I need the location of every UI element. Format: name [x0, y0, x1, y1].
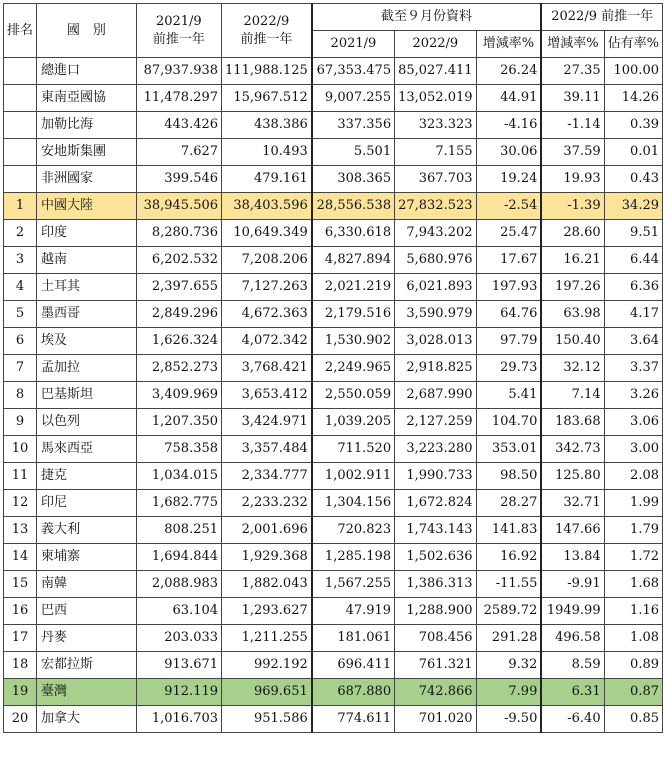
row-2021-trailing: 1,016.703 [136, 706, 221, 733]
row-2022-trailing: 438.386 [222, 112, 312, 139]
row-ytd-2022: 13,052.019 [395, 85, 476, 112]
row-country: 印尼 [37, 490, 137, 517]
table-row [4, 328, 663, 355]
table-header [4, 4, 663, 58]
row-ytd-change: 28.27 [476, 490, 541, 517]
row-2022-trailing: 10.493 [222, 139, 312, 166]
row-ytd-change: 17.67 [476, 247, 541, 274]
row-trailing-change: 150.40 [541, 328, 604, 355]
row-ytd-2021: 1,304.156 [312, 490, 395, 517]
row-country: 中國大陸 [37, 193, 137, 220]
row-2022-trailing: 3,768.421 [222, 355, 312, 382]
row-country: 義大利 [37, 517, 137, 544]
row-trailing-share: 3.37 [604, 355, 662, 382]
row-ytd-2021: 5.501 [312, 139, 395, 166]
row-2021-trailing: 399.546 [136, 166, 221, 193]
row-ytd-change: -11.55 [476, 571, 541, 598]
row-ytd-2021: 2,021.219 [312, 274, 395, 301]
row-rank: 16 [4, 598, 37, 625]
row-ytd-2022: 3,223.280 [395, 436, 476, 463]
row-ytd-change: 25.47 [476, 220, 541, 247]
row-ytd-2022: 7.155 [395, 139, 476, 166]
row-trailing-share: 100.00 [604, 58, 662, 85]
row-ytd-change: 29.73 [476, 355, 541, 382]
row-ytd-2021: 1,530.902 [312, 328, 395, 355]
header-col1-line1: 2021/9 [155, 13, 202, 29]
table-row [4, 112, 663, 139]
row-country: 越南 [37, 247, 137, 274]
row-ytd-change: 291.28 [476, 625, 541, 652]
row-ytd-2021: 696.411 [312, 652, 395, 679]
row-2021-trailing: 3,409.969 [136, 382, 221, 409]
row-rank: 14 [4, 544, 37, 571]
row-rank: 9 [4, 409, 37, 436]
row-2021-trailing: 38,945.506 [136, 193, 221, 220]
row-trailing-share: 9.51 [604, 220, 662, 247]
row-trailing-change: 13.84 [541, 544, 604, 571]
row-ytd-2021: 47.919 [312, 598, 395, 625]
row-2022-trailing: 969.651 [222, 679, 312, 706]
row-ytd-2022: 1,502.636 [395, 544, 476, 571]
row-2021-trailing: 443.426 [136, 112, 221, 139]
table-row [4, 571, 663, 598]
row-ytd-change: 64.76 [476, 301, 541, 328]
table-row [4, 139, 663, 166]
table-row [4, 652, 663, 679]
row-trailing-share: 4.17 [604, 301, 662, 328]
row-ytd-2021: 67,353.475 [312, 58, 395, 85]
row-ytd-change: -2.54 [476, 193, 541, 220]
row-country: 捷克 [37, 463, 137, 490]
row-2022-trailing: 2,334.777 [222, 463, 312, 490]
row-rank [4, 139, 37, 166]
row-ytd-2021: 1,002.911 [312, 463, 395, 490]
row-rank: 10 [4, 436, 37, 463]
import-statistics-table [3, 3, 663, 733]
row-trailing-change: -1.14 [541, 112, 604, 139]
row-trailing-share: 1.72 [604, 544, 662, 571]
row-ytd-2022: 5,680.976 [395, 247, 476, 274]
table-row [4, 490, 663, 517]
row-rank: 7 [4, 355, 37, 382]
row-trailing-share: 1.68 [604, 571, 662, 598]
row-rank [4, 58, 37, 85]
row-trailing-share: 0.43 [604, 166, 662, 193]
row-trailing-change: -1.39 [541, 193, 604, 220]
table-row [4, 301, 663, 328]
row-trailing-share: 0.85 [604, 706, 662, 733]
row-2022-trailing: 2,233.232 [222, 490, 312, 517]
row-2021-trailing: 913.671 [136, 652, 221, 679]
row-2022-trailing: 951.586 [222, 706, 312, 733]
header-col1 [136, 4, 221, 58]
header-ytd-group: 截至９月份資料 [312, 4, 542, 31]
row-2022-trailing: 7,127.263 [222, 274, 312, 301]
row-ytd-2022: 2,127.259 [395, 409, 476, 436]
row-2022-trailing: 4,072.342 [222, 328, 312, 355]
row-country: 以色列 [37, 409, 137, 436]
row-rank: 8 [4, 382, 37, 409]
row-trailing-change: 27.35 [541, 58, 604, 85]
row-2021-trailing: 808.251 [136, 517, 221, 544]
header-ytd-change: 增減率% [476, 31, 541, 58]
row-2022-trailing: 111,988.125 [222, 58, 312, 85]
row-ytd-2021: 774.611 [312, 706, 395, 733]
header-ytd-2022: 2022/9 [395, 31, 476, 58]
row-ytd-2022: 367.703 [395, 166, 476, 193]
row-trailing-share: 0.87 [604, 679, 662, 706]
row-trailing-share: 1.79 [604, 517, 662, 544]
row-2021-trailing: 8,280.736 [136, 220, 221, 247]
row-trailing-share: 6.44 [604, 247, 662, 274]
row-ytd-2022: 701.020 [395, 706, 476, 733]
header-col1-line2: 前推一年 [152, 31, 205, 47]
row-trailing-change: 32.71 [541, 490, 604, 517]
row-ytd-change: 44.91 [476, 85, 541, 112]
table-row [4, 409, 663, 436]
row-trailing-change: 19.93 [541, 166, 604, 193]
row-trailing-change: 37.59 [541, 139, 604, 166]
header-ytd-2021: 2021/9 [312, 31, 395, 58]
row-2021-trailing: 7.627 [136, 139, 221, 166]
row-2022-trailing: 1,882.043 [222, 571, 312, 598]
row-trailing-share: 3.26 [604, 382, 662, 409]
table-row [4, 544, 663, 571]
row-trailing-share: 1.08 [604, 625, 662, 652]
row-trailing-share: 34.29 [604, 193, 662, 220]
row-ytd-2022: 742.866 [395, 679, 476, 706]
row-rank: 4 [4, 274, 37, 301]
row-trailing-change: 39.11 [541, 85, 604, 112]
row-country: 巴西 [37, 598, 137, 625]
row-trailing-change: 28.60 [541, 220, 604, 247]
row-trailing-change: 183.68 [541, 409, 604, 436]
row-ytd-change: 16.92 [476, 544, 541, 571]
row-2022-trailing: 38,403.596 [222, 193, 312, 220]
row-trailing-change: -9.91 [541, 571, 604, 598]
table-body [4, 58, 663, 733]
header-trailing-share: 佔有率% [604, 31, 662, 58]
row-rank: 3 [4, 247, 37, 274]
row-2021-trailing: 203.033 [136, 625, 221, 652]
table-row [4, 463, 663, 490]
row-trailing-change: 6.31 [541, 679, 604, 706]
row-trailing-change: -6.40 [541, 706, 604, 733]
row-2022-trailing: 10,649.349 [222, 220, 312, 247]
row-ytd-change: 104.70 [476, 409, 541, 436]
row-trailing-change: 8.59 [541, 652, 604, 679]
row-ytd-2022: 7,943.202 [395, 220, 476, 247]
header-col2-line2: 前推一年 [240, 31, 293, 47]
row-trailing-share: 3.06 [604, 409, 662, 436]
row-ytd-2022: 3,590.979 [395, 301, 476, 328]
row-rank: 11 [4, 463, 37, 490]
row-rank: 19 [4, 679, 37, 706]
row-2021-trailing: 87,937.938 [136, 58, 221, 85]
row-trailing-share: 1.99 [604, 490, 662, 517]
row-country: 埃及 [37, 328, 137, 355]
row-ytd-2021: 1,285.198 [312, 544, 395, 571]
row-ytd-2021: 711.520 [312, 436, 395, 463]
header-col2 [222, 4, 312, 58]
row-ytd-2022: 2,687.990 [395, 382, 476, 409]
table-row [4, 166, 663, 193]
row-ytd-change: 5.41 [476, 382, 541, 409]
row-rank [4, 166, 37, 193]
table-row [4, 706, 663, 733]
row-country: 丹麥 [37, 625, 137, 652]
row-2021-trailing: 2,088.983 [136, 571, 221, 598]
row-ytd-2021: 181.061 [312, 625, 395, 652]
row-2021-trailing: 63.104 [136, 598, 221, 625]
row-trailing-change: 32.12 [541, 355, 604, 382]
row-ytd-2022: 1,672.824 [395, 490, 476, 517]
row-country: 南韓 [37, 571, 137, 598]
row-ytd-2022: 1,288.900 [395, 598, 476, 625]
row-country: 土耳其 [37, 274, 137, 301]
row-trailing-share: 6.36 [604, 274, 662, 301]
row-ytd-change: 2589.72 [476, 598, 541, 625]
row-country: 宏都拉斯 [37, 652, 137, 679]
row-ytd-2021: 4,827.894 [312, 247, 395, 274]
row-ytd-change: 9.32 [476, 652, 541, 679]
header-trailing-change: 增減率% [541, 31, 604, 58]
row-ytd-2021: 2,249.965 [312, 355, 395, 382]
row-2021-trailing: 1,682.775 [136, 490, 221, 517]
row-2022-trailing: 2,001.696 [222, 517, 312, 544]
row-ytd-2021: 28,556.538 [312, 193, 395, 220]
row-trailing-share: 3.64 [604, 328, 662, 355]
row-ytd-2021: 2,550.059 [312, 382, 395, 409]
header-country: 國 別 [37, 4, 137, 58]
row-country: 馬來西亞 [37, 436, 137, 463]
row-ytd-change: 197.93 [476, 274, 541, 301]
row-2021-trailing: 1,694.844 [136, 544, 221, 571]
row-ytd-change: 7.99 [476, 679, 541, 706]
row-ytd-2021: 9,007.255 [312, 85, 395, 112]
row-ytd-2021: 2,179.516 [312, 301, 395, 328]
row-ytd-change: -9.50 [476, 706, 541, 733]
row-ytd-2021: 1,039.205 [312, 409, 395, 436]
row-2022-trailing: 992.192 [222, 652, 312, 679]
row-trailing-share: 0.89 [604, 652, 662, 679]
row-ytd-change: 97.79 [476, 328, 541, 355]
row-2022-trailing: 1,929.368 [222, 544, 312, 571]
row-trailing-share: 3.00 [604, 436, 662, 463]
row-country: 總進口 [37, 58, 137, 85]
row-country: 臺灣 [37, 679, 137, 706]
row-2021-trailing: 912.119 [136, 679, 221, 706]
table-row [4, 679, 663, 706]
row-country: 柬埔寨 [37, 544, 137, 571]
row-rank: 18 [4, 652, 37, 679]
row-trailing-share: 2.08 [604, 463, 662, 490]
row-trailing-share: 0.39 [604, 112, 662, 139]
row-2021-trailing: 1,626.324 [136, 328, 221, 355]
row-2022-trailing: 7,208.206 [222, 247, 312, 274]
row-2021-trailing: 758.358 [136, 436, 221, 463]
row-country: 加拿大 [37, 706, 137, 733]
row-2022-trailing: 3,424.971 [222, 409, 312, 436]
row-ytd-change: 30.06 [476, 139, 541, 166]
row-2021-trailing: 2,849.296 [136, 301, 221, 328]
row-ytd-change: 98.50 [476, 463, 541, 490]
row-trailing-share: 14.26 [604, 85, 662, 112]
header-col2-line1: 2022/9 [243, 13, 290, 29]
row-ytd-change: 141.83 [476, 517, 541, 544]
table-row [4, 220, 663, 247]
row-2021-trailing: 1,207.350 [136, 409, 221, 436]
row-ytd-2021: 6,330.618 [312, 220, 395, 247]
row-country: 加勒比海 [37, 112, 137, 139]
table-row [4, 355, 663, 382]
table-row [4, 517, 663, 544]
row-ytd-change: 353.01 [476, 436, 541, 463]
row-trailing-share: 1.16 [604, 598, 662, 625]
row-2021-trailing: 2,397.655 [136, 274, 221, 301]
row-rank: 12 [4, 490, 37, 517]
header-trailing-group: 2022/9 前推一年 [541, 4, 662, 31]
row-ytd-2022: 1,990.733 [395, 463, 476, 490]
row-ytd-2022: 708.456 [395, 625, 476, 652]
row-ytd-change: -4.16 [476, 112, 541, 139]
table-row [4, 598, 663, 625]
row-country: 孟加拉 [37, 355, 137, 382]
row-rank [4, 85, 37, 112]
row-rank: 5 [4, 301, 37, 328]
row-ytd-2022: 85,027.411 [395, 58, 476, 85]
row-ytd-2022: 6,021.893 [395, 274, 476, 301]
row-2021-trailing: 11,478.297 [136, 85, 221, 112]
row-country: 巴基斯坦 [37, 382, 137, 409]
row-country: 墨西哥 [37, 301, 137, 328]
header-rank: 排名 [4, 4, 37, 58]
row-2022-trailing: 3,653.412 [222, 382, 312, 409]
row-rank: 17 [4, 625, 37, 652]
row-2022-trailing: 3,357.484 [222, 436, 312, 463]
row-ytd-2022: 3,028.013 [395, 328, 476, 355]
row-2022-trailing: 1,293.627 [222, 598, 312, 625]
row-trailing-change: 147.66 [541, 517, 604, 544]
table-row [4, 58, 663, 85]
table-row [4, 193, 663, 220]
row-trailing-change: 496.58 [541, 625, 604, 652]
row-ytd-2022: 2,918.825 [395, 355, 476, 382]
row-ytd-change: 19.24 [476, 166, 541, 193]
row-rank: 2 [4, 220, 37, 247]
row-trailing-change: 7.14 [541, 382, 604, 409]
row-trailing-change: 342.73 [541, 436, 604, 463]
row-rank: 20 [4, 706, 37, 733]
row-trailing-change: 63.98 [541, 301, 604, 328]
row-2022-trailing: 1,211.255 [222, 625, 312, 652]
row-ytd-2022: 323.323 [395, 112, 476, 139]
row-country: 非洲國家 [37, 166, 137, 193]
row-trailing-share: 0.01 [604, 139, 662, 166]
table-row [4, 247, 663, 274]
table-row [4, 625, 663, 652]
row-ytd-change: 26.24 [476, 58, 541, 85]
row-rank: 15 [4, 571, 37, 598]
row-country: 安地斯集團 [37, 139, 137, 166]
row-ytd-2022: 27,832.523 [395, 193, 476, 220]
row-trailing-change: 16.21 [541, 247, 604, 274]
row-2021-trailing: 6,202.532 [136, 247, 221, 274]
row-ytd-2021: 337.356 [312, 112, 395, 139]
row-2022-trailing: 15,967.512 [222, 85, 312, 112]
import-table-container [3, 3, 663, 733]
row-rank: 13 [4, 517, 37, 544]
row-ytd-2021: 687.880 [312, 679, 395, 706]
row-2022-trailing: 479.161 [222, 166, 312, 193]
row-ytd-2021: 720.823 [312, 517, 395, 544]
row-country: 印度 [37, 220, 137, 247]
row-ytd-2022: 761.321 [395, 652, 476, 679]
table-row [4, 436, 663, 463]
row-ytd-2021: 1,567.255 [312, 571, 395, 598]
row-trailing-change: 125.80 [541, 463, 604, 490]
row-trailing-change: 1949.99 [541, 598, 604, 625]
row-rank: 1 [4, 193, 37, 220]
row-2021-trailing: 1,034.015 [136, 463, 221, 490]
row-2021-trailing: 2,852.273 [136, 355, 221, 382]
row-ytd-2022: 1,386.313 [395, 571, 476, 598]
table-row [4, 274, 663, 301]
table-row [4, 382, 663, 409]
row-ytd-2021: 308.365 [312, 166, 395, 193]
row-2022-trailing: 4,672.363 [222, 301, 312, 328]
row-rank: 6 [4, 328, 37, 355]
row-rank [4, 112, 37, 139]
row-trailing-change: 197.26 [541, 274, 604, 301]
row-ytd-2022: 1,743.143 [395, 517, 476, 544]
row-country: 東南亞國協 [37, 85, 137, 112]
table-row [4, 85, 663, 112]
